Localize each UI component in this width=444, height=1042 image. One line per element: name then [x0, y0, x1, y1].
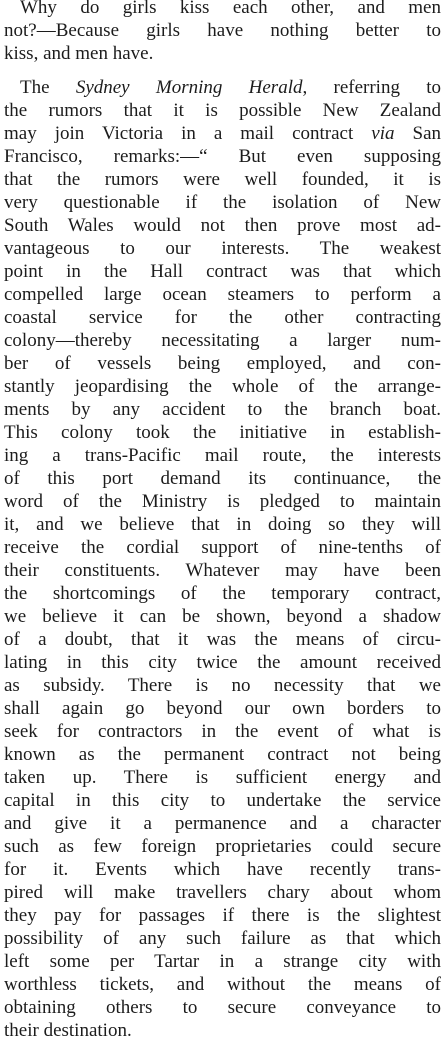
text-line: such as few foreign proprietaries could secure	[4, 836, 441, 857]
text-line: of a doubt, that it was the means of circu-	[4, 629, 441, 650]
text-line: as subsidy. There is no necessity that we	[4, 675, 441, 696]
text-line: possibility of any such failure as that which	[4, 928, 441, 949]
text-line: compelled large ocean steamers to perform a	[4, 284, 441, 305]
text-line: their destination.	[4, 1020, 132, 1041]
text-fragment: , referring to	[302, 77, 441, 98]
newspaper-name: Sydney Morning Herald	[75, 77, 303, 98]
text-line: obtaining others to secure conveyance to	[4, 997, 441, 1018]
text-line: Why do girls kiss each other, and men	[20, 0, 441, 18]
text-line: known as the permanent contract not being	[4, 744, 441, 765]
text-line: ments by any accident to the branch boat.	[4, 399, 441, 420]
text-fragment: The	[20, 77, 76, 98]
text-line: capital in this city to undertake the service	[4, 790, 441, 811]
paragraph-body-lines	[4, 145, 441, 1042]
text-line: we believe it can be shown, beyond a shadow	[4, 606, 441, 627]
text-line: it, and we believe that in doing so they will	[4, 514, 441, 535]
text-line: taken up. There is sufficient energy and	[4, 767, 441, 788]
text-line: receive the cordial support of nine-tenths of	[4, 537, 441, 558]
text-line: Francisco, remarks:—“ But even supposing	[4, 146, 441, 167]
italic-word-via: via	[371, 123, 395, 144]
text-line: the shortcomings of the temporary contract,	[4, 583, 441, 604]
text-line: coastal service for the other contracting	[4, 307, 441, 328]
text-line: stantly jeopardising the whole of the arrange-	[4, 376, 441, 397]
text-line: seek for contractors in the event of what is	[4, 721, 441, 742]
text-line: for it. Events which have recently trans-	[4, 859, 441, 880]
text-line: ing a trans-Pacific mail route, the interests	[4, 445, 441, 466]
text-fragment: may join Victoria in a mail contract	[4, 123, 372, 144]
text-line: and give it a permanence and a character	[4, 813, 441, 834]
text-line: vantageous to our interests. The weakest	[4, 238, 441, 259]
text-line: they pay for passages if there is the slightest	[4, 905, 441, 926]
text-line: their constituents. Whatever may have been	[4, 560, 441, 581]
text-line: the rumors that it is possible New Zealand	[4, 100, 441, 121]
text-line: word of the Ministry is pledged to maintain	[4, 491, 441, 512]
text-line: pired will make travellers chary about whom	[4, 882, 441, 903]
text-line-via	[4, 122, 441, 145]
text-line: left some per Tartar in a strange city with	[4, 951, 441, 972]
text-line: worthless tickets, and without the means of	[4, 974, 441, 995]
text-line: colony—thereby necessitating a larger num-	[4, 330, 441, 351]
text-line: ber of vessels being employed, and con-	[4, 353, 441, 374]
paragraph-girls-kiss	[4, 0, 441, 65]
text-line: of this port demand its continuance, the	[4, 468, 441, 489]
text-line: very questionable if the isolation of New	[4, 192, 441, 213]
text-line: South Wales would not then prove most ad-	[4, 215, 441, 236]
text-line: lating in this city twice the amount received	[4, 652, 441, 673]
text-line: point in the Hall contract was that which	[4, 261, 441, 282]
text-line: not?—Because girls have nothing better to	[4, 20, 441, 41]
text-line: shall again go beyond our own borders to	[4, 698, 441, 719]
text-fragment: San	[394, 123, 442, 144]
text-line: This colony took the initiative in establish-	[4, 422, 441, 443]
text-line-herald	[4, 76, 441, 99]
text-line: that the rumors were well founded, it is	[4, 169, 441, 190]
text-line: kiss, and men have.	[4, 43, 154, 64]
paragraph-mail-contract	[4, 76, 441, 1042]
